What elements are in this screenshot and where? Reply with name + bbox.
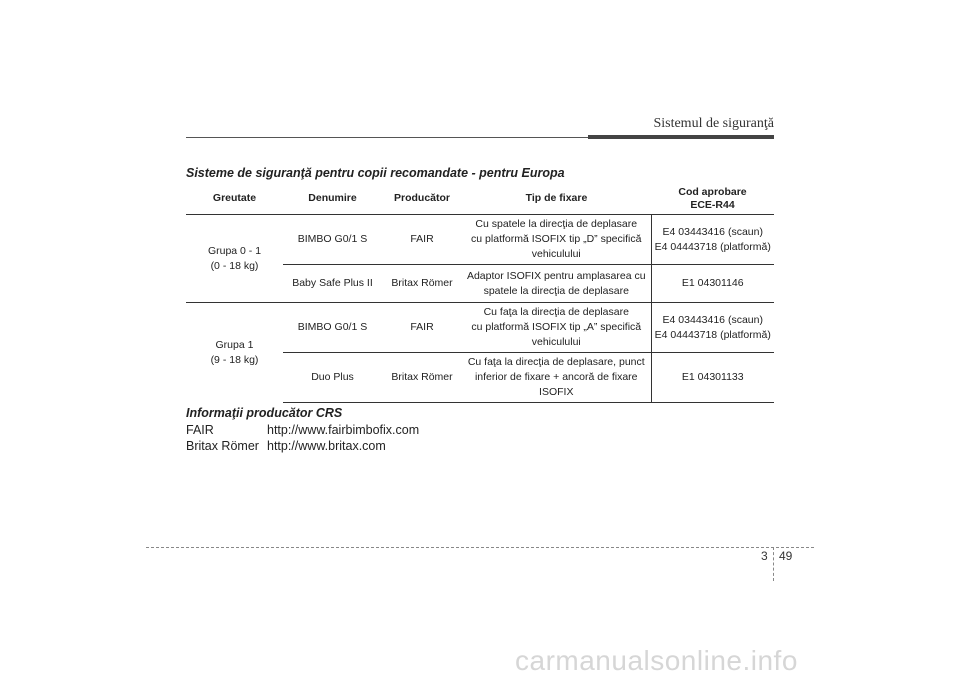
manufacturer-cell: Britax Römer (382, 265, 462, 303)
table-header-row (186, 183, 774, 215)
approval-line: E4 03443416 (scaun) (662, 225, 763, 238)
watermark: carmanualsonline.info (515, 645, 798, 676)
page-number: 49 (779, 549, 793, 563)
col-header-fixing: Tip de fixare (462, 183, 651, 215)
approval-line: E4 04443718 (platformă) (654, 328, 771, 341)
name-cell: BIMBO G0/1 S (283, 303, 382, 353)
group-range: (9 - 18 kg) (210, 353, 259, 366)
manufacturer-name: FAIR (186, 423, 214, 437)
col-header-approval-line2: ECE-R44 (690, 198, 735, 211)
crs-table (186, 183, 774, 403)
group-label: Grupa 1 (215, 338, 254, 351)
col-header-manufacturer: Producător (382, 183, 462, 215)
manufacturer-info-row (186, 423, 419, 437)
page-header-title: Sistemul de siguranţă (653, 116, 774, 131)
approval-line: E4 03443416 (scaun) (662, 313, 763, 326)
fixing-line: Cu faţa la direcţia de deplasare (483, 306, 629, 318)
col-header-weight: Greutate (186, 183, 283, 215)
name-cell: Baby Safe Plus II (283, 265, 382, 303)
manufacturer-cell: FAIR (382, 303, 462, 353)
manufacturer-url[interactable]: http://www.fairbimbofix.com (267, 423, 420, 437)
fixing-line: Cu spatele la direcţia de deplasare (475, 218, 638, 230)
fixing-cell: Adaptor ISOFIX pentru amplasarea cu spatele la direcţia de deplasare (462, 265, 651, 303)
approval-cell: E1 04301146 (651, 265, 774, 303)
manufacturer-info-row (186, 439, 386, 453)
name-cell: BIMBO G0/1 S (297, 233, 368, 245)
col-header-approval (651, 183, 774, 215)
approval-line: E4 04443718 (platformă) (654, 240, 771, 253)
footer-dashed-divider (773, 547, 774, 581)
approval-cell: E1 04301133 (651, 353, 774, 403)
col-header-approval-line1: Cod aprobare (678, 185, 747, 198)
group-label: Grupa 0 - 1 (207, 244, 262, 257)
col-header-name: Denumire (283, 183, 382, 215)
section-title: Sisteme de siguranţă pentru copii recomandate - pentru Europa (186, 166, 565, 180)
fixing-line: cu platformă ISOFIX tip „D” specifică vehiculului (471, 233, 642, 260)
group-cell (186, 215, 283, 303)
approval-cell (651, 303, 774, 353)
manufacturer-cell: Britax Römer (382, 353, 462, 403)
manufacturer-url[interactable]: http://www.britax.com (267, 439, 386, 453)
manufacturer-name: Britax Römer (186, 439, 259, 453)
fixing-cell (462, 215, 651, 265)
group-cell (186, 303, 283, 403)
group-range: (0 - 18 kg) (210, 259, 259, 272)
table-row (186, 303, 774, 353)
header-rule-accent (588, 135, 774, 139)
chapter-number: 3 (761, 549, 768, 563)
manufacturer-cell: FAIR (410, 233, 434, 245)
fixing-cell (462, 303, 651, 353)
fixing-line: cu platformă ISOFIX tip „A” specifică vehiculului (471, 321, 642, 348)
name-cell: Duo Plus (283, 353, 382, 403)
table-row (186, 215, 774, 265)
fixing-cell: Cu faţa la direcţia de deplasare, punct inferior de fixare + ancoră de fixare ISOFIX (462, 353, 651, 403)
approval-cell (651, 215, 774, 265)
info-title: Informaţii producător CRS (186, 406, 343, 420)
footer-dashed-rule (146, 547, 814, 548)
header-rule (186, 137, 588, 138)
